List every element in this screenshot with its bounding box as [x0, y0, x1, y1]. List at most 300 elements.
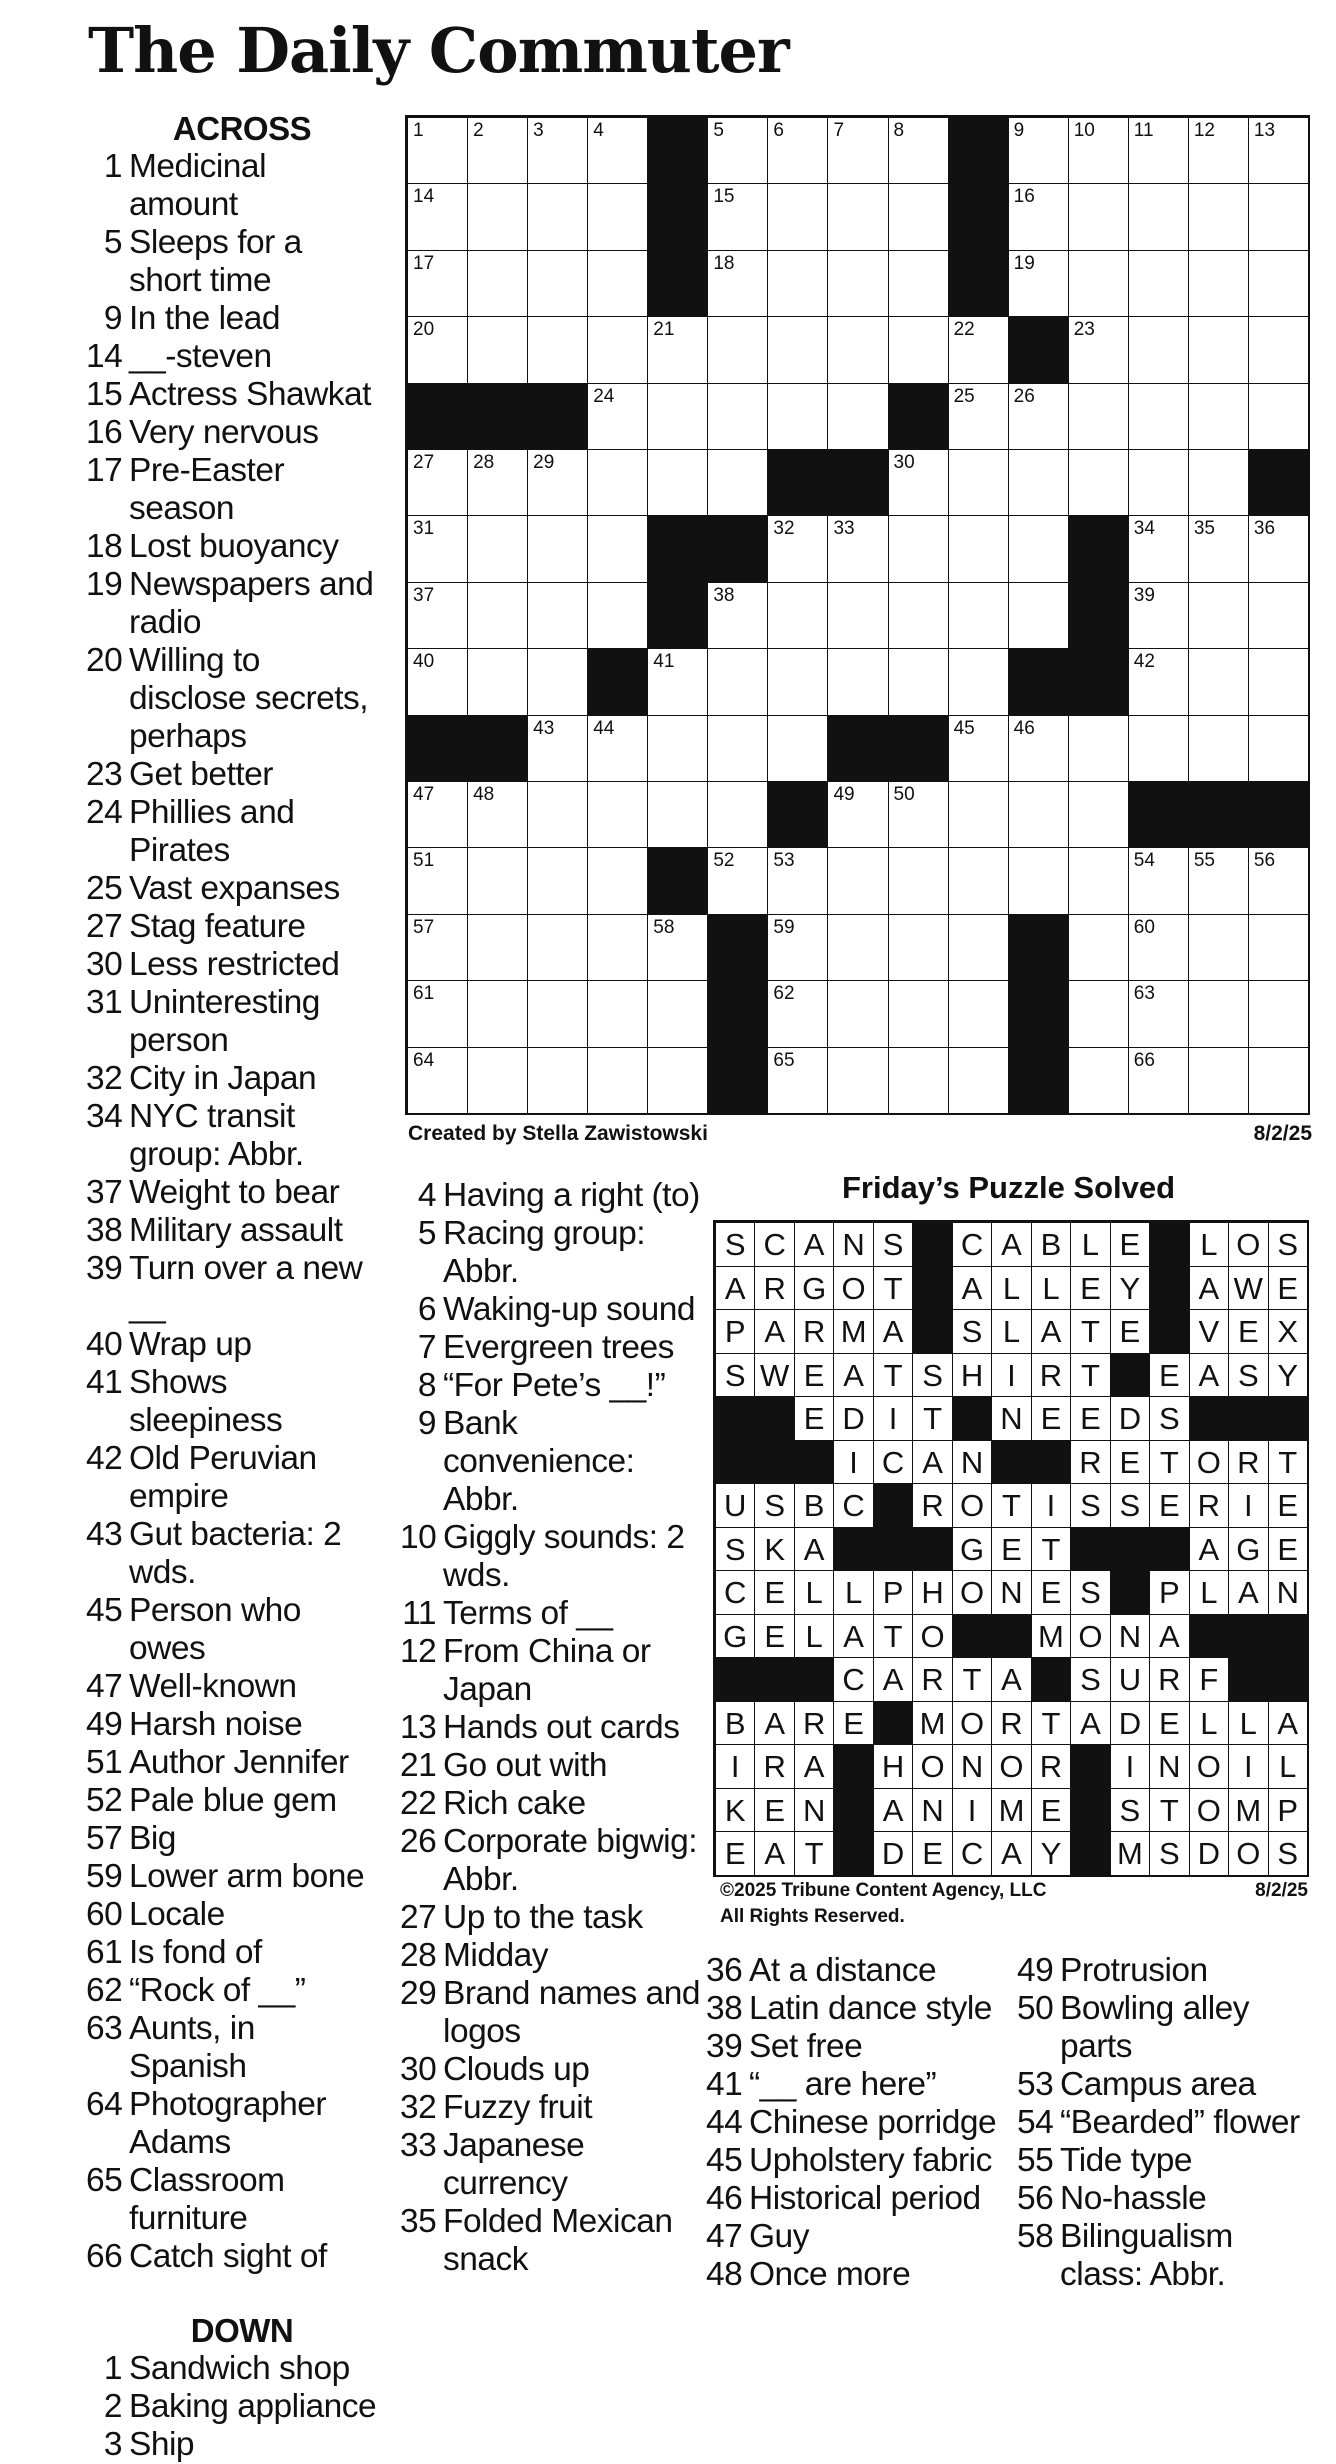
- grid-cell[interactable]: [827, 250, 888, 317]
- solved-letter: S: [715, 1353, 755, 1398]
- solved-letter: L: [991, 1266, 1031, 1311]
- clue-number: 12: [400, 1633, 437, 1670]
- grid-cell[interactable]: [707, 715, 768, 782]
- solved-letter: M: [1110, 1831, 1150, 1876]
- grid-cell[interactable]: [1188, 383, 1249, 450]
- black-square: [767, 449, 828, 516]
- grid-cell[interactable]: [1128, 250, 1189, 317]
- grid-cell[interactable]: [1188, 582, 1249, 649]
- grid-cell[interactable]: [587, 781, 648, 848]
- clue-down_col2-29: [400, 1975, 700, 2051]
- grid-cell[interactable]: [1248, 847, 1309, 914]
- grid-cell[interactable]: [587, 1047, 648, 1114]
- clue-across-42: [86, 1440, 378, 1516]
- grid-cell[interactable]: [707, 781, 768, 848]
- grid-cell[interactable]: [1248, 648, 1309, 715]
- grid-cell[interactable]: [527, 980, 588, 1047]
- solved-letter: R: [1070, 1440, 1110, 1485]
- grid-cell[interactable]: [1008, 117, 1069, 184]
- solved-black-square: [873, 1483, 913, 1528]
- solved-letter: S: [1268, 1831, 1308, 1876]
- grid-cell[interactable]: [707, 648, 768, 715]
- grid-cell[interactable]: [827, 648, 888, 715]
- clue-text: In the lead: [129, 300, 280, 337]
- grid-cell[interactable]: [827, 183, 888, 250]
- grid-cell[interactable]: [407, 1047, 468, 1114]
- grid-cell[interactable]: [1008, 183, 1069, 250]
- clue-number: 5: [417, 1215, 436, 1252]
- solved-letter: M: [912, 1701, 952, 1746]
- grid-cell[interactable]: [1188, 250, 1249, 317]
- solved-letter: P: [1268, 1788, 1308, 1833]
- black-square: [888, 383, 949, 450]
- grid-cell[interactable]: [1128, 117, 1189, 184]
- clue-text: Uninteresting person: [129, 984, 320, 1059]
- grid-cell[interactable]: [647, 1047, 708, 1114]
- grid-cell[interactable]: [948, 781, 1009, 848]
- clue-across-45: [86, 1592, 378, 1668]
- grid-cell[interactable]: [467, 449, 528, 516]
- grid-cell[interactable]: [467, 1047, 528, 1114]
- grid-cell[interactable]: [767, 582, 828, 649]
- grid-cell[interactable]: [767, 515, 828, 582]
- grid-cell[interactable]: [767, 847, 828, 914]
- solved-black-square: [833, 1831, 873, 1876]
- clue-text: Less restricted: [129, 946, 340, 983]
- grid-cell[interactable]: [767, 250, 828, 317]
- grid-cell[interactable]: [767, 183, 828, 250]
- grid-cell[interactable]: [1008, 781, 1069, 848]
- black-square: [1188, 781, 1249, 848]
- grid-cell[interactable]: [407, 449, 468, 516]
- solved-letter: A: [912, 1440, 952, 1485]
- grid-cell[interactable]: [1188, 847, 1249, 914]
- grid-cell[interactable]: [527, 715, 588, 782]
- clue-across-1: [86, 148, 378, 224]
- grid-cell[interactable]: [467, 781, 528, 848]
- grid-cell[interactable]: [527, 781, 588, 848]
- cell-number: 4: [593, 120, 604, 141]
- grid-cell[interactable]: [1248, 582, 1309, 649]
- solved-letter: I: [1228, 1744, 1268, 1789]
- grid-cell[interactable]: [1188, 117, 1249, 184]
- grid-cell[interactable]: [527, 847, 588, 914]
- cell-number: 36: [1253, 518, 1276, 540]
- grid-cell[interactable]: [888, 648, 949, 715]
- grid-cell[interactable]: [647, 781, 708, 848]
- grid-cell[interactable]: [1068, 980, 1129, 1047]
- solved-letter: R: [794, 1309, 834, 1354]
- grid-cell[interactable]: [1248, 117, 1309, 184]
- grid-cell[interactable]: [407, 316, 468, 383]
- clue-across-17: [86, 452, 378, 528]
- clue-text: Willing to disclose secrets, perhaps: [129, 642, 369, 755]
- clue-text: Get better: [129, 756, 273, 793]
- clue-text: Lower arm bone: [129, 1858, 365, 1895]
- cell-number: 51: [413, 850, 435, 872]
- grid-cell[interactable]: [467, 515, 528, 582]
- grid-cell[interactable]: [1068, 715, 1129, 782]
- grid-cell[interactable]: [587, 914, 648, 981]
- solved-black-square: [1110, 1527, 1150, 1572]
- cell-number: 29: [533, 452, 555, 473]
- down-clues-4: [1017, 1952, 1317, 2294]
- grid-cell[interactable]: [1128, 383, 1189, 450]
- grid-cell[interactable]: [888, 117, 949, 184]
- grid-cell[interactable]: [948, 383, 1009, 450]
- grid-cell[interactable]: [707, 183, 768, 250]
- grid-cell[interactable]: [407, 847, 468, 914]
- clue-text: Actress Shawkat: [129, 376, 371, 413]
- grid-cell[interactable]: [407, 980, 468, 1047]
- clue-text: Waking-up sound: [443, 1291, 695, 1328]
- grid-cell[interactable]: [888, 781, 949, 848]
- grid-cell[interactable]: [1068, 183, 1129, 250]
- grid-cell[interactable]: [827, 847, 888, 914]
- grid-cell[interactable]: [767, 383, 828, 450]
- grid-cell[interactable]: [827, 316, 888, 383]
- black-square: [767, 781, 828, 848]
- grid-cell[interactable]: [1008, 383, 1069, 450]
- clue-across-24: [86, 794, 378, 870]
- grid-cell[interactable]: [1188, 183, 1249, 250]
- grid-cell[interactable]: [767, 316, 828, 383]
- grid-cell[interactable]: [1128, 515, 1189, 582]
- grid-cell[interactable]: [1068, 914, 1129, 981]
- grid-cell[interactable]: [1188, 715, 1249, 782]
- solved-black-square: [912, 1527, 952, 1572]
- solved-black-square: [912, 1222, 952, 1267]
- grid-cell[interactable]: [587, 316, 648, 383]
- grid-cell[interactable]: [948, 914, 1009, 981]
- grid-cell[interactable]: [767, 914, 828, 981]
- grid-cell[interactable]: [527, 250, 588, 317]
- grid-cell[interactable]: [948, 847, 1009, 914]
- solved-black-square: [1149, 1309, 1189, 1354]
- grid-cell[interactable]: [1128, 980, 1189, 1047]
- grid-cell[interactable]: [827, 914, 888, 981]
- grid-cell[interactable]: [587, 515, 648, 582]
- grid-cell[interactable]: [1248, 715, 1309, 782]
- grid-cell[interactable]: [1248, 383, 1309, 450]
- grid-cell[interactable]: [1248, 980, 1309, 1047]
- clue-number: 30: [400, 2051, 437, 2088]
- cell-number: 38: [713, 584, 735, 606]
- grid-cell[interactable]: [1068, 781, 1129, 848]
- grid-cell[interactable]: [1068, 316, 1129, 383]
- grid-cell[interactable]: [647, 383, 708, 450]
- grid-cell[interactable]: [527, 316, 588, 383]
- grid-cell[interactable]: [407, 781, 468, 848]
- clue-text: Aunts, in Spanish: [129, 2010, 255, 2085]
- grid-cell[interactable]: [888, 183, 949, 250]
- grid-cell[interactable]: [948, 1047, 1009, 1114]
- clue-text: From China or Japan: [443, 1633, 651, 1708]
- solved-letter: I: [991, 1353, 1031, 1398]
- grid-cell[interactable]: [1248, 316, 1309, 383]
- cell-number: 40: [413, 651, 435, 673]
- clue-text: Bowling alley parts: [1060, 1990, 1250, 2065]
- grid-cell[interactable]: [1248, 1047, 1309, 1114]
- grid-cell[interactable]: [587, 847, 648, 914]
- grid-cell[interactable]: [707, 449, 768, 516]
- grid-cell[interactable]: [888, 250, 949, 317]
- grid-cell[interactable]: [467, 117, 528, 184]
- grid-cell[interactable]: [587, 183, 648, 250]
- grid-cell[interactable]: [647, 449, 708, 516]
- grid-cell[interactable]: [467, 914, 528, 981]
- grid-cell[interactable]: [407, 250, 468, 317]
- clue-number: 37: [86, 1174, 123, 1211]
- grid-cell[interactable]: [888, 582, 949, 649]
- solved-letter: Y: [1031, 1831, 1071, 1876]
- grid-cell[interactable]: [1248, 914, 1309, 981]
- cell-number: 46: [1013, 717, 1035, 739]
- grid-cell[interactable]: [407, 515, 468, 582]
- grid-cell[interactable]: [467, 316, 528, 383]
- grid-cell[interactable]: [1128, 847, 1189, 914]
- grid-cell[interactable]: [647, 316, 708, 383]
- grid-cell[interactable]: [1128, 582, 1189, 649]
- grid-cell[interactable]: [587, 715, 648, 782]
- grid-cell[interactable]: [467, 250, 528, 317]
- grid-cell[interactable]: [1188, 515, 1249, 582]
- grid-cell[interactable]: [827, 515, 888, 582]
- solved-grid: [713, 1220, 1309, 1877]
- grid-cell[interactable]: [1068, 383, 1129, 450]
- grid-cell[interactable]: [1188, 1047, 1249, 1114]
- grid-cell[interactable]: [888, 980, 949, 1047]
- clue-text: Shows sleepiness: [129, 1364, 283, 1439]
- grid-cell[interactable]: [1128, 715, 1189, 782]
- clue-text: Stag feature: [129, 908, 306, 945]
- clue-text: Hands out cards: [443, 1709, 680, 1746]
- grid-cell[interactable]: [1128, 183, 1189, 250]
- grid-cell[interactable]: [647, 980, 708, 1047]
- grid-cell[interactable]: [1068, 250, 1129, 317]
- grid-cell[interactable]: [1068, 1047, 1129, 1114]
- grid-cell[interactable]: [888, 1047, 949, 1114]
- solved-letter: C: [715, 1570, 755, 1615]
- grid-cell[interactable]: [888, 515, 949, 582]
- solved-letter: A: [754, 1701, 794, 1746]
- puzzle-date: 8/2/25: [1253, 1122, 1312, 1145]
- grid-cell[interactable]: [888, 914, 949, 981]
- grid-cell[interactable]: [527, 914, 588, 981]
- clue-across-51: [86, 1744, 378, 1782]
- clue-number: 47: [86, 1668, 123, 1705]
- grid-cell[interactable]: [1068, 847, 1129, 914]
- clue-across-32: [86, 1060, 378, 1098]
- solved-letter: E: [1031, 1396, 1071, 1441]
- across-header: ACROSS: [172, 110, 312, 147]
- grid-cell[interactable]: [1248, 515, 1309, 582]
- grid-cell[interactable]: [827, 1047, 888, 1114]
- grid-cell[interactable]: [948, 715, 1009, 782]
- grid-cell[interactable]: [467, 980, 528, 1047]
- grid-cell[interactable]: [1248, 183, 1309, 250]
- clue-text: Racing group: Abbr.: [443, 1215, 646, 1290]
- grid-cell[interactable]: [1188, 449, 1249, 516]
- solved-letter: M: [1031, 1614, 1071, 1659]
- grid-cell[interactable]: [587, 383, 648, 450]
- grid-cell[interactable]: [888, 316, 949, 383]
- clue-text: Catch sight of: [129, 2238, 327, 2275]
- grid-cell[interactable]: [888, 449, 949, 516]
- grid-cell[interactable]: [407, 582, 468, 649]
- grid-cell[interactable]: [1008, 449, 1069, 516]
- grid-cell[interactable]: [707, 250, 768, 317]
- grid-cell[interactable]: [407, 183, 468, 250]
- grid-cell[interactable]: [587, 582, 648, 649]
- solved-letter: O: [952, 1701, 992, 1746]
- grid-cell[interactable]: [827, 980, 888, 1047]
- grid-cell[interactable]: [707, 316, 768, 383]
- grid-cell[interactable]: [767, 715, 828, 782]
- cell-number: 16: [1013, 186, 1035, 208]
- grid-cell[interactable]: [527, 117, 588, 184]
- clue-number: 9: [103, 300, 122, 337]
- black-square: [527, 383, 588, 450]
- cell-number: 12: [1193, 120, 1215, 141]
- grid-cell[interactable]: [587, 449, 648, 516]
- grid-cell[interactable]: [1128, 316, 1189, 383]
- grid-cell[interactable]: [767, 648, 828, 715]
- grid-cell[interactable]: [1008, 250, 1069, 317]
- grid-cell[interactable]: [888, 847, 949, 914]
- grid-cell[interactable]: [467, 183, 528, 250]
- grid-cell[interactable]: [948, 316, 1009, 383]
- grid-cell[interactable]: [1008, 715, 1069, 782]
- grid-cell[interactable]: [1008, 582, 1069, 649]
- grid-cell[interactable]: [587, 250, 648, 317]
- grid-cell[interactable]: [1128, 1047, 1189, 1114]
- grid-cell[interactable]: [767, 117, 828, 184]
- solved-letter: G: [794, 1266, 834, 1311]
- grid-cell[interactable]: [948, 980, 1009, 1047]
- grid-cell[interactable]: [827, 383, 888, 450]
- cell-number: 28: [473, 452, 495, 473]
- grid-cell[interactable]: [827, 781, 888, 848]
- grid-cell[interactable]: [767, 980, 828, 1047]
- grid-cell[interactable]: [1248, 250, 1309, 317]
- grid-cell[interactable]: [827, 117, 888, 184]
- grid-cell[interactable]: [1188, 914, 1249, 981]
- grid-cell[interactable]: [1008, 847, 1069, 914]
- grid-cell[interactable]: [827, 582, 888, 649]
- clue-text: Author Jennifer: [129, 1744, 349, 1781]
- clue-text: Go out with: [443, 1747, 607, 1784]
- grid-cell[interactable]: [707, 383, 768, 450]
- solved-black-square: [1189, 1396, 1229, 1441]
- clue-number: 1: [103, 148, 122, 185]
- clue-across-47: [86, 1668, 378, 1706]
- grid-cell[interactable]: [527, 582, 588, 649]
- grid-cell[interactable]: [647, 914, 708, 981]
- black-square: [1008, 980, 1069, 1047]
- solved-black-square: [1070, 1527, 1110, 1572]
- grid-cell[interactable]: [527, 515, 588, 582]
- grid-cell[interactable]: [1008, 515, 1069, 582]
- solved-black-square: [715, 1440, 755, 1485]
- clue-number: 58: [1017, 2218, 1054, 2255]
- clue-text: Bilingualism class: Abbr.: [1060, 2218, 1233, 2293]
- clue-across-59: [86, 1858, 378, 1896]
- solved-black-square: [873, 1527, 913, 1572]
- grid-cell[interactable]: [1128, 914, 1189, 981]
- grid-cell[interactable]: [707, 582, 768, 649]
- cell-number: 25: [953, 385, 975, 407]
- grid-cell[interactable]: [1068, 117, 1129, 184]
- solved-letter: L: [991, 1309, 1031, 1354]
- grid-cell[interactable]: [527, 1047, 588, 1114]
- grid-cell[interactable]: [467, 582, 528, 649]
- grid-cell[interactable]: [647, 648, 708, 715]
- grid-cell[interactable]: [467, 648, 528, 715]
- grid-cell[interactable]: [1188, 648, 1249, 715]
- clue-text: Wrap up: [129, 1326, 252, 1363]
- grid-cell[interactable]: [948, 449, 1009, 516]
- clue-down_col2-8: [400, 1367, 700, 1405]
- grid-cell[interactable]: [948, 648, 1009, 715]
- solved-letter: N: [991, 1396, 1031, 1441]
- clue-down_col2-11: [400, 1595, 700, 1633]
- clue-down_col4-55: [1017, 2142, 1317, 2180]
- grid-cell[interactable]: [948, 582, 1009, 649]
- clue-across-41: [86, 1364, 378, 1440]
- grid-cell[interactable]: [527, 449, 588, 516]
- grid-cell[interactable]: [707, 117, 768, 184]
- grid-cell[interactable]: [1128, 648, 1189, 715]
- clue-number: 45: [86, 1592, 123, 1629]
- grid-cell[interactable]: [647, 715, 708, 782]
- grid-cell[interactable]: [1128, 449, 1189, 516]
- grid-cell[interactable]: [407, 117, 468, 184]
- solved-letter: A: [952, 1266, 992, 1311]
- grid-cell[interactable]: [1188, 980, 1249, 1047]
- solved-black-square: [1110, 1570, 1150, 1615]
- solved-letter: O: [991, 1744, 1031, 1789]
- grid-cell[interactable]: [407, 648, 468, 715]
- grid-cell[interactable]: [1068, 449, 1129, 516]
- solved-letter: E: [754, 1570, 794, 1615]
- solved-letter: N: [952, 1440, 992, 1485]
- grid-cell[interactable]: [587, 117, 648, 184]
- clue-number: 11: [402, 1595, 436, 1632]
- solved-letter: T: [1070, 1309, 1110, 1354]
- clue-down_col2-22: [400, 1785, 700, 1823]
- grid-cell[interactable]: [527, 648, 588, 715]
- grid-cell[interactable]: [948, 515, 1009, 582]
- solved-black-square: [1070, 1831, 1110, 1876]
- grid-cell[interactable]: [407, 914, 468, 981]
- solved-letter: A: [1189, 1527, 1229, 1572]
- clue-across-52: [86, 1782, 378, 1820]
- cell-number: 19: [1013, 252, 1035, 274]
- grid-cell[interactable]: [707, 847, 768, 914]
- grid-cell[interactable]: [587, 980, 648, 1047]
- grid-cell[interactable]: [467, 847, 528, 914]
- black-square: [1068, 648, 1129, 715]
- black-square: [647, 250, 708, 317]
- solved-letter: H: [873, 1744, 913, 1789]
- grid-cell[interactable]: [1188, 316, 1249, 383]
- black-square: [827, 715, 888, 782]
- grid-cell[interactable]: [767, 1047, 828, 1114]
- cell-number: 9: [1013, 120, 1025, 141]
- grid-cell[interactable]: [527, 183, 588, 250]
- solved-letter: X: [1268, 1309, 1308, 1354]
